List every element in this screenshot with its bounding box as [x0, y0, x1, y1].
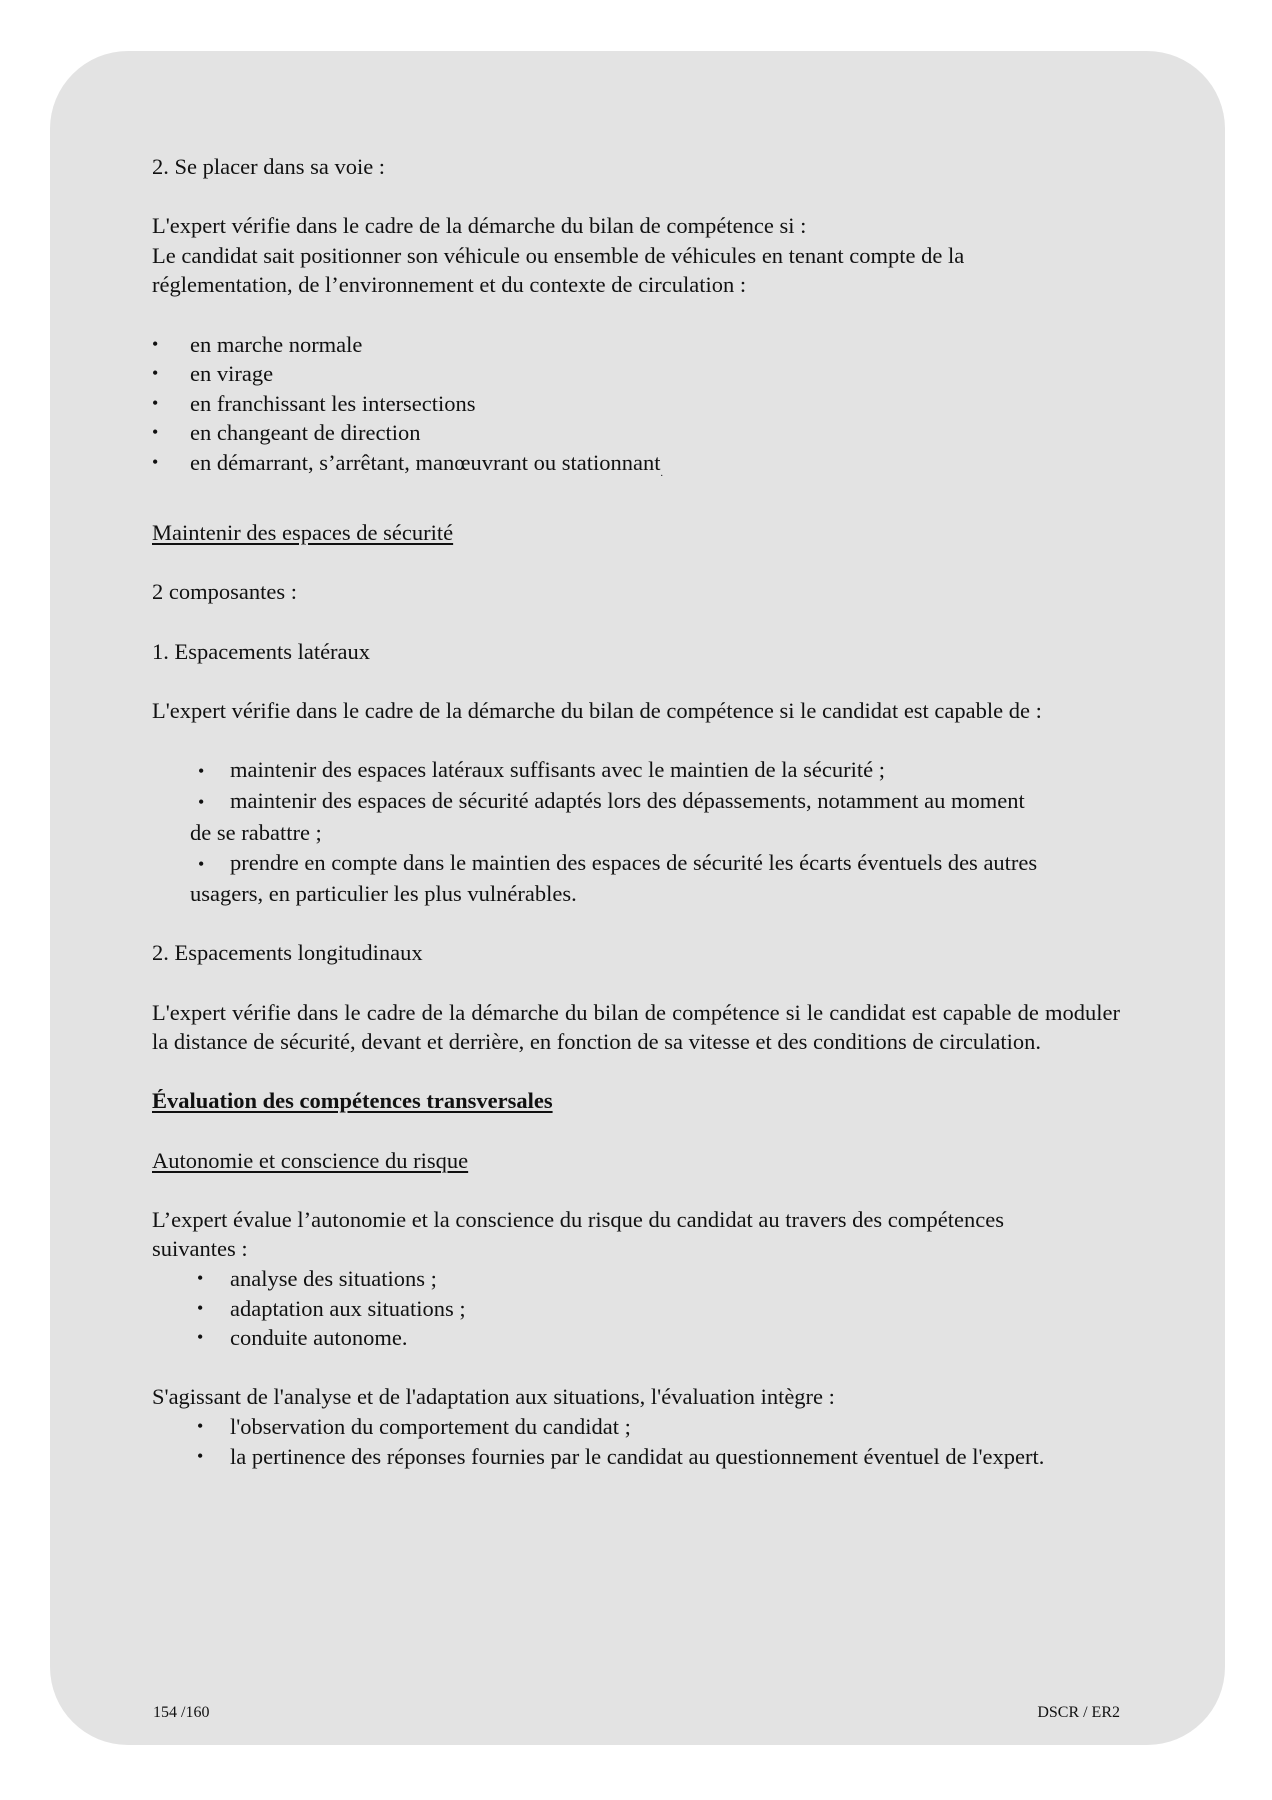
list-item: • en virage [152, 359, 1120, 389]
bullet-icon: • [198, 792, 205, 813]
list-item: • l'observation du comportement du candidat ; [152, 1412, 1082, 1442]
analysis-intro: S'agissant de l'analyse et de l'adaptation aux situations, l'évaluation intègre : [152, 1384, 835, 1410]
bullet-icon: • [198, 853, 205, 874]
placement-intro-line1: L'expert vérifie dans le cadre de la démarche du bilan de compétence si : [152, 213, 807, 239]
placement-list [152, 330, 1120, 489]
transversal-intro: L’expert évalue l’autonomie et la conscience du risque du candidat au travers des compétences suivantes : [152, 1206, 1004, 1262]
transversal-subtitle: Autonomie et conscience du risque [152, 1147, 469, 1173]
bullet-icon: • [152, 422, 159, 443]
document-reference: DSCR / ER2 [1037, 1704, 1120, 1721]
bullet-icon: • [197, 1327, 204, 1348]
list-item: • maintenir des espaces de sécurité adaptés lors des dépassements, notamment au moment de se rabattre ; [190, 788, 1025, 846]
spacer [152, 666, 1120, 696]
list-item: • en franchissant les intersections [152, 389, 1120, 419]
spacer [152, 607, 1120, 637]
bullet-icon: • [197, 1445, 204, 1466]
spacer [152, 1057, 1120, 1087]
page-number: 154 /160 [153, 1704, 210, 1721]
list-item: • en marche normale [152, 330, 1120, 360]
list-item: • prendre en compte dans le maintien des espaces de sécurité les écarts éventuels des autres usagers, en particulier les plus vulnérables. [190, 849, 1038, 907]
longitudinal-title: 2. Espacements longitudinaux [152, 940, 423, 966]
transversal-list [152, 1264, 1120, 1353]
lateral-list [152, 755, 1042, 909]
bullet-icon: • [152, 333, 159, 354]
list-item: • analyse des situations ; [152, 1264, 1120, 1294]
bullet-icon: • [197, 1267, 204, 1288]
analysis-list [152, 1412, 1082, 1471]
placement-intro-line2: Le candidat sait positionner son véhicule ou ensemble de véhicules en tenant compte de la réglementation, de l’environnement et du contexte de circulation : [152, 242, 965, 298]
spacer [152, 548, 1120, 578]
spacer [152, 909, 1120, 939]
spacer [152, 968, 1120, 998]
longitudinal-text: L'expert vérifie dans le cadre de la démarche du bilan de compétence si le candidat est capable de moduler la distance de sécurité, devant et derrière, en fonction de sa vitesse et des conditions de circulation. [152, 999, 1120, 1055]
list-item: • conduite autonome. [152, 1323, 1120, 1353]
bullet-icon: • [152, 363, 159, 384]
bullet-icon: • [152, 392, 159, 413]
list-item: • maintenir des espaces latéraux suffisants avec le maintien de la sécurité ; [152, 755, 1042, 787]
spacer [152, 182, 1120, 212]
section-title-transversal: Évaluation des compétences transversales [152, 1088, 553, 1114]
section-title-spacing: Maintenir des espaces de sécurité [152, 520, 454, 546]
bullet-icon: • [197, 1297, 204, 1318]
bullet-icon: • [197, 1415, 204, 1436]
list-item: • adaptation aux situations ; [152, 1294, 1120, 1324]
spacer [152, 1116, 1120, 1146]
spacer [152, 725, 1120, 755]
bullet-icon: • [152, 451, 159, 472]
spacer [152, 1353, 1120, 1383]
spacer [152, 489, 1120, 519]
list-item: • en démarrant, s’arrêtant, manœuvrant ou stationnant$_.$ [152, 449, 663, 479]
page-content [152, 152, 1120, 1471]
components-label: 2 composantes : [152, 579, 297, 605]
bullet-icon: • [198, 760, 205, 781]
spacer [152, 300, 1120, 330]
list-item: • en changeant de direction [152, 418, 1120, 448]
spacer [152, 1175, 1120, 1205]
section-title-placement: 2. Se placer dans sa voie : [152, 154, 386, 179]
tail-mark: . [660, 467, 663, 479]
lateral-title: 1. Espacements latéraux [152, 638, 371, 664]
lateral-intro: L'expert vérifie dans le cadre de la démarche du bilan de compétence si le candidat est capable de : [152, 697, 1042, 723]
list-item: • la pertinence des réponses fournies par le candidat au questionnement éventuel de l'expert. [152, 1442, 1082, 1472]
